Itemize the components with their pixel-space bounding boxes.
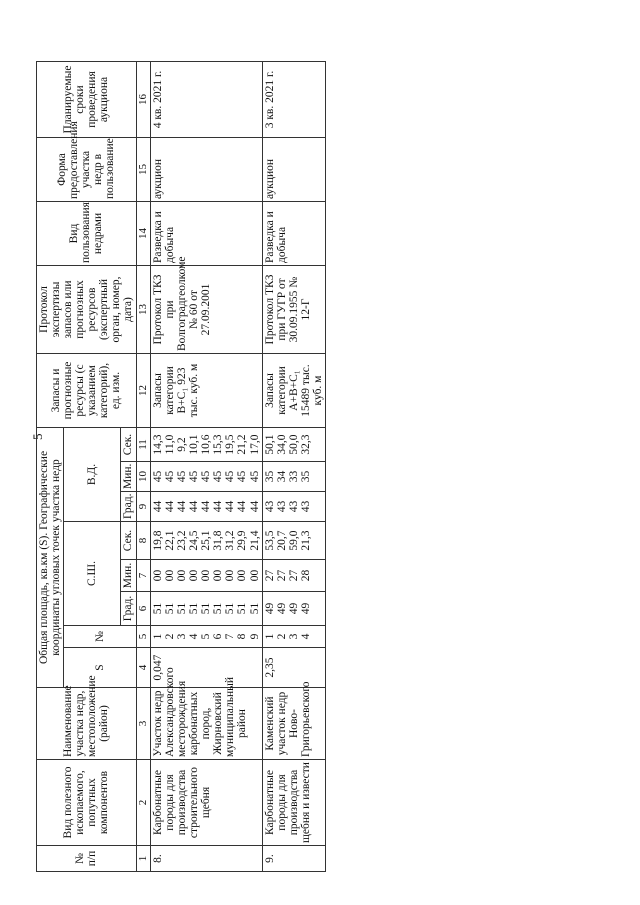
point-numbers-value: 4 — [188, 633, 201, 640]
lon-degrees-value: 44 — [248, 500, 261, 513]
lat-degrees-value: 51 — [248, 602, 261, 615]
column-number: 8 — [136, 522, 151, 560]
subsoil-use-type: Разведка и добыча — [151, 202, 263, 266]
point-numbers-value: 8 — [236, 633, 249, 640]
lon-seconds-value: 19,5 — [224, 434, 237, 455]
subsoil-use-type: Разведка и добыча — [262, 202, 325, 266]
header-longitude: В.Д. — [64, 428, 121, 522]
header-protocol: Протокол экспертизы запасов или прогнозных ресурсов (экспертный орган, номер, дата) — [37, 266, 137, 354]
mineral-type: Карбонатные породы для производства строительного щебня — [151, 760, 263, 846]
lat-minutes-value: 00 — [248, 569, 261, 582]
lon-minutes — [262, 462, 325, 492]
lat-minutes-value: 00 — [188, 569, 201, 582]
lat-seconds-value: 23,2 — [176, 530, 189, 551]
provision-form: аукцион — [262, 138, 325, 202]
point-numbers — [151, 626, 263, 648]
lat-degrees — [262, 592, 325, 626]
lon-minutes-value: 45 — [164, 470, 177, 483]
header-term: Планируемые сроки проведения аукциона — [37, 62, 137, 138]
lon-seconds-value: 50,1 — [263, 434, 276, 455]
lon-degrees-value: 43 — [299, 500, 312, 513]
lat-seconds-value: 29,9 — [236, 530, 249, 551]
column-numbers-row — [136, 62, 151, 872]
point-numbers-value: 9 — [248, 633, 261, 640]
lat-seconds-value: 21,3 — [299, 530, 312, 551]
point-numbers-value: 2 — [164, 633, 177, 640]
column-number: 13 — [136, 266, 151, 354]
column-number: 15 — [136, 138, 151, 202]
lat-degrees-value: 51 — [212, 602, 225, 615]
lat-minutes-value: 00 — [200, 569, 213, 582]
point-numbers-value: 2 — [275, 633, 288, 640]
column-number: 11 — [136, 428, 151, 462]
header-latitude: С.Ш. — [64, 522, 121, 626]
header-lon-deg: Град. — [121, 492, 136, 522]
lat-degrees-value: 51 — [188, 602, 201, 615]
column-number: 3 — [136, 688, 151, 760]
page-number: 5 — [30, 433, 45, 440]
row-number: 8. — [151, 846, 263, 872]
table-row — [151, 62, 263, 872]
lat-degrees-value: 49 — [299, 602, 312, 615]
column-number: 12 — [136, 354, 151, 428]
lat-degrees-value: 49 — [263, 602, 276, 615]
rotated-table-container — [36, 62, 596, 872]
lat-seconds-value: 25,1 — [200, 530, 213, 551]
lon-seconds-value: 11,0 — [164, 434, 177, 455]
lat-degrees-value: 51 — [236, 602, 249, 615]
area-s: 2,35 — [262, 648, 325, 688]
lon-degrees-value: 43 — [263, 500, 276, 513]
lat-degrees-value: 51 — [224, 602, 237, 615]
lon-minutes-value: 45 — [224, 470, 237, 483]
lon-degrees-value: 43 — [275, 500, 288, 513]
column-number: 7 — [136, 560, 151, 592]
lon-minutes-value: 35 — [299, 470, 312, 483]
lon-degrees-value: 44 — [188, 500, 201, 513]
lon-seconds-value: 10,1 — [188, 434, 201, 455]
header-point-no: № — [64, 626, 136, 648]
row-number: 9. — [262, 846, 325, 872]
header-mineral: Вид полезного ископаемого, попутных компонентов — [37, 760, 137, 846]
lon-degrees-value: 44 — [236, 500, 249, 513]
site-name: Каменский участок недр Ново-Григорьевского — [262, 688, 325, 760]
lon-seconds — [151, 428, 263, 462]
lon-seconds-value: 34,0 — [275, 434, 288, 455]
column-number: 10 — [136, 462, 151, 492]
header-form: Форма предоставления участка недр в пользование — [37, 138, 137, 202]
lon-seconds-value: 9,2 — [176, 437, 189, 452]
lat-minutes-value: 00 — [224, 569, 237, 582]
table-body — [151, 62, 326, 872]
lon-minutes-value: 45 — [212, 470, 225, 483]
lon-degrees — [262, 492, 325, 522]
header-coordinates-group: Общая площадь, кв.км (S). Географические координаты угловых точек участка недр — [37, 428, 64, 688]
header-num: № п/п — [37, 846, 137, 872]
lon-degrees-value: 43 — [287, 500, 300, 513]
lat-minutes-value: 00 — [212, 569, 225, 582]
lon-minutes-value: 45 — [236, 470, 249, 483]
lat-seconds-value: 22,1 — [164, 530, 177, 551]
lon-degrees-value: 44 — [212, 500, 225, 513]
lat-degrees-value: 49 — [287, 602, 300, 615]
lat-minutes-value: 00 — [152, 569, 165, 582]
lon-seconds-value: 21,2 — [236, 434, 249, 455]
column-number: 9 — [136, 492, 151, 522]
lon-seconds-value: 10,6 — [200, 434, 213, 455]
lon-degrees-value: 44 — [152, 500, 165, 513]
point-numbers-value: 3 — [287, 633, 300, 640]
lon-seconds-value: 17,0 — [248, 434, 261, 455]
point-numbers-value: 5 — [200, 633, 213, 640]
lat-seconds-value: 59,0 — [287, 530, 300, 551]
lon-minutes-value: 35 — [263, 470, 276, 483]
lat-minutes-value: 00 — [236, 569, 249, 582]
lat-minutes-value: 27 — [275, 569, 288, 582]
column-number: 5 — [136, 626, 151, 648]
header-lat-sec: Сек. — [121, 522, 136, 560]
lon-seconds-value: 32,3 — [299, 434, 312, 455]
header-use: Вид пользования недрами — [37, 202, 137, 266]
column-number: 2 — [136, 760, 151, 846]
point-numbers-value: 1 — [152, 633, 165, 640]
point-numbers — [262, 626, 325, 648]
lon-degrees — [151, 492, 263, 522]
lon-minutes-value: 45 — [200, 470, 213, 483]
auction-term: 3 кв. 2021 г. — [262, 62, 325, 138]
lon-minutes-value: 33 — [287, 470, 300, 483]
table-row — [262, 62, 325, 872]
lon-seconds-value: 14,3 — [152, 434, 165, 455]
lon-minutes-value: 45 — [152, 470, 165, 483]
column-number: 6 — [136, 592, 151, 626]
expertise-protocol: Протокол ТКЗ при Волгоградгеолкоме № 60 от 27.09.2001 — [151, 266, 263, 354]
lon-seconds — [262, 428, 325, 462]
lon-minutes-value: 34 — [275, 470, 288, 483]
area-s: 0,047 — [151, 648, 263, 688]
lon-degrees-value: 44 — [176, 500, 189, 513]
lat-seconds-value: 19,8 — [152, 530, 165, 551]
point-numbers-value: 6 — [212, 633, 225, 640]
lat-seconds-value: 24,5 — [188, 530, 201, 551]
column-number: 1 — [136, 846, 151, 872]
lat-minutes-value: 27 — [263, 569, 276, 582]
lat-minutes-value: 00 — [164, 569, 177, 582]
column-number: 4 — [136, 648, 151, 688]
lat-degrees-value: 49 — [275, 602, 288, 615]
expertise-protocol: Протокол ТКЗ при ГУГР от 30.09.1955 № 12-Г — [262, 266, 325, 354]
lat-minutes — [262, 560, 325, 592]
lat-degrees-value: 51 — [164, 602, 177, 615]
header-lon-min: Мин. — [121, 462, 136, 492]
header-lat-min: Мин. — [121, 560, 136, 592]
lat-degrees-value: 51 — [152, 602, 165, 615]
lat-seconds-value: 53,5 — [263, 530, 276, 551]
lon-minutes-value: 45 — [248, 470, 261, 483]
header-lat-deg: Град. — [121, 592, 136, 626]
header-reserves: Запасы и прогнозные ресурсы (с указанием категорий), ед. изм. — [37, 354, 137, 428]
header-s: S — [64, 648, 136, 688]
lon-minutes — [151, 462, 263, 492]
column-number: 14 — [136, 202, 151, 266]
lat-seconds — [262, 522, 325, 560]
lat-degrees-value: 51 — [200, 602, 213, 615]
provision-form: аукцион — [151, 138, 263, 202]
lat-minutes-value: 27 — [287, 569, 300, 582]
lat-seconds-value: 21,4 — [248, 530, 261, 551]
header-site: Наименование участка недр, местоположение (район) — [37, 688, 137, 760]
point-numbers-value: 7 — [224, 633, 237, 640]
auction-table — [36, 61, 326, 872]
lat-degrees-value: 51 — [176, 602, 189, 615]
point-numbers-value: 4 — [299, 633, 312, 640]
column-number: 16 — [136, 62, 151, 138]
lon-degrees-value: 44 — [200, 500, 213, 513]
lat-seconds-value: 20,7 — [275, 530, 288, 551]
reserves: Запасы категории А+В+С₁ 15489 тыс. куб. м — [262, 354, 325, 428]
lon-degrees-value: 44 — [164, 500, 177, 513]
mineral-type: Карбонатные породы для производства щебня и извести — [262, 760, 325, 846]
lat-degrees — [151, 592, 263, 626]
lon-minutes-value: 45 — [188, 470, 201, 483]
lon-seconds-value: 15,3 — [212, 434, 225, 455]
reserves: Запасы категории В+C₁ 923 тыс. куб. м — [151, 354, 263, 428]
header-lon-sec: Сек. — [121, 428, 136, 462]
lon-seconds-value: 50,0 — [287, 434, 300, 455]
lat-seconds — [151, 522, 263, 560]
auction-term: 4 кв. 2021 г. — [151, 62, 263, 138]
lat-minutes-value: 28 — [299, 569, 312, 582]
lat-seconds-value: 31,2 — [224, 530, 237, 551]
lon-degrees-value: 44 — [224, 500, 237, 513]
lat-minutes-value: 00 — [176, 569, 189, 582]
point-numbers-value: 3 — [176, 633, 189, 640]
site-name: Участок недр Александровского месторождения карбонатных пород, Жирновский муниципальный район — [151, 688, 263, 760]
lat-seconds-value: 31,8 — [212, 530, 225, 551]
lat-minutes — [151, 560, 263, 592]
lon-minutes-value: 45 — [176, 470, 189, 483]
point-numbers-value: 1 — [263, 633, 276, 640]
